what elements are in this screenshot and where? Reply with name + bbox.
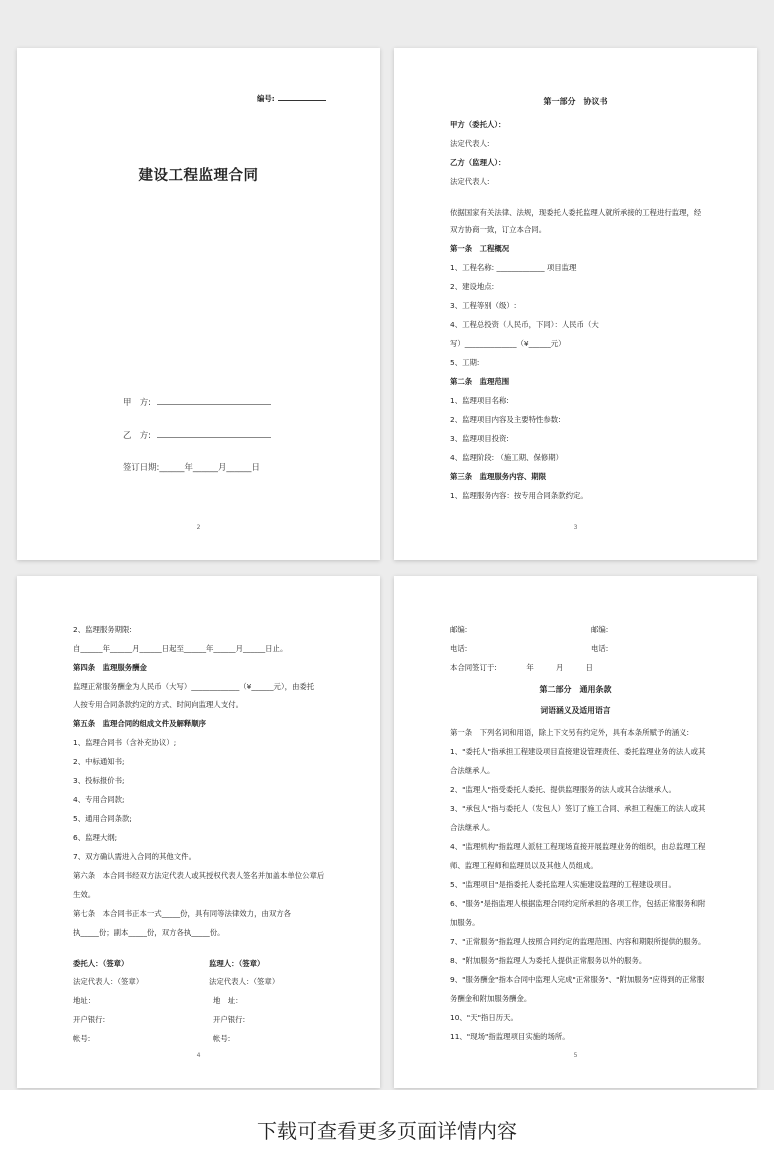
text-line: 7、双方确认需进入合同的其他文件。 <box>73 852 196 861</box>
page-agreement <box>394 48 757 560</box>
supervisor-legal-rep: 法定代表人：（签章） <box>209 977 280 986</box>
article-heading: 第三条 监理服务内容、期限 <box>450 472 547 481</box>
text-line: 依据国家有关法律、法规，现委托人委托监理人就所承接的工程进行监理，经 <box>450 208 702 217</box>
party-a-heading: 甲方（委托人）： <box>450 120 506 129</box>
page-number: 4 <box>196 1052 201 1059</box>
article-heading: 第一条 工程概况 <box>450 244 510 253</box>
text-line: 执_____份；副本_____份，双方各执_____份。 <box>73 928 225 937</box>
party-a-field <box>123 396 271 408</box>
text-line: 监理正常服务酬金为人民币（大写）_____________（¥______元），由委托 <box>73 682 315 691</box>
contract-title: 建设工程监理合同 <box>138 168 259 184</box>
client-bank: 开户银行: <box>73 1015 106 1024</box>
text-line: 第六条 本合同书经双方法定代表人或其授权代表人签名并加盖本单位公章后 <box>73 871 325 880</box>
page-terms-continued <box>17 576 380 1088</box>
text-line: 合法继承人。 <box>450 766 495 775</box>
client-account: 帐号: <box>73 1034 91 1043</box>
text-line: 8、"附加服务"指监理人为委托人提供正常服务以外的服务。 <box>450 956 647 965</box>
text-line: 4、专用合同款; <box>73 795 125 804</box>
party-a-label: 甲 方: <box>123 397 151 407</box>
article-heading: 第四条 监理服务酬金 <box>73 663 147 672</box>
text-line: 加服务。 <box>450 918 480 927</box>
text-line: 6、"服务"是指监理人根据监理合同约定所承担的各项工作，包括正常服务和附 <box>450 899 706 908</box>
client-signature-heading: 委托人：（签章） <box>73 959 129 968</box>
party-b-label: 乙 方: <box>123 430 151 440</box>
definitions-heading: 词语涵义及适用语言 <box>540 706 611 715</box>
text-line: 3、"承包人"指与委托人（发包人）签订了施工合同、承担工程施工的法人或其 <box>450 804 706 813</box>
party-b-heading: 乙方（监理人）： <box>450 158 506 167</box>
text-line: 写）______________（¥______元） <box>450 339 566 348</box>
text-line: 自______年______月______日起至______年______月______日止。 <box>73 644 288 653</box>
text-line: 2、监理服务期限: <box>73 625 132 634</box>
text-line: 4、监理阶段: （施工期、保修期） <box>450 453 564 462</box>
page-number: 3 <box>573 524 578 531</box>
text-line: 1、监理项目名称: <box>450 396 509 405</box>
text-line: 2、监理项目内容及主要特性参数: <box>450 415 561 424</box>
text-line: 9、"服务酬金"指本合同中监理人完成"正常服务"、"附加服务"应得到的正常服 <box>450 975 705 984</box>
page-number: 2 <box>196 524 201 531</box>
client-address: 地址： <box>73 996 96 1005</box>
text-line: 务酬金和附加服务酬金。 <box>450 994 532 1003</box>
client-postcode: 邮编: <box>450 625 468 634</box>
text-line: 2、中标通知书; <box>73 757 125 766</box>
text-line: 2、建设地点: <box>450 282 495 291</box>
download-more-banner[interactable]: 下载可查看更多页面详情内容 <box>0 1090 774 1168</box>
supervisor-signature-heading: 监理人：（签章） <box>209 959 265 968</box>
part-one-heading: 第一部分 协议书 <box>543 97 608 106</box>
text-line: 10、"天"指日历天。 <box>450 1013 518 1022</box>
text-line: 11、"现场"指监理项目实施的场所。 <box>450 1032 570 1041</box>
text-line: 合法继承人。 <box>450 823 495 832</box>
text-line: 法定代表人: <box>450 177 490 186</box>
text-line: 人按专用合同条款约定的方式、时间向监理人支付。 <box>73 700 243 709</box>
text-line: 6、监理大纲; <box>73 833 118 842</box>
text-line: 3、工程等别（级）: <box>450 301 517 310</box>
text-line: 生效。 <box>73 890 96 899</box>
contract-signed-date: 本合同签订于: 年 月 日 <box>450 663 593 672</box>
text-line: 1、工程名称: _____________ 项目监理 <box>450 263 577 272</box>
article-heading: 第二条 监理范围 <box>450 377 510 386</box>
page-general-terms <box>394 576 757 1088</box>
supervisor-phone: 电话: <box>591 644 609 653</box>
text-line: 3、投标报价书; <box>73 776 125 785</box>
supervisor-address: 地 址： <box>213 996 243 1005</box>
text-line: 5、"监理项目"是指委托人委托监理人实施建设监理的工程建设项目。 <box>450 880 676 889</box>
text-line: 7、"正常服务"指监理人按照合同约定的监理范围、内容和期限所提供的服务。 <box>450 937 706 946</box>
text-line: 3、监理项目投资: <box>450 434 509 443</box>
contract-number-label: 编号: <box>257 94 275 103</box>
text-line: 第七条 本合同书正本一式_____份，具有同等法律效力，由双方各 <box>73 909 292 918</box>
party-b-field <box>123 429 271 441</box>
supervisor-bank: 开户银行: <box>213 1015 246 1024</box>
text-line: 4、工程总投资（人民币，下同）：人民币（大 <box>450 320 599 329</box>
text-line: 1、监理服务内容：按专用合同条款约定。 <box>450 491 588 500</box>
text-line: 师、监理工程师和监理员以及其他人员组成。 <box>450 861 598 870</box>
text-line: 法定代表人: <box>450 139 490 148</box>
client-legal-rep: 法定代表人：（签章） <box>73 977 144 986</box>
text-line: 5、工期: <box>450 358 480 367</box>
part-two-heading: 第二部分 通用条款 <box>539 685 612 694</box>
text-line: 1、"委托人"指承担工程建设项目直接建设管理责任、委托监理业务的法人或其 <box>450 747 706 756</box>
supervisor-account: 帐号: <box>213 1034 231 1043</box>
text-line: 双方协商一致，订立本合同。 <box>450 225 547 234</box>
text-line: 5、通用合同条款; <box>73 814 132 823</box>
party-b-blank <box>157 430 271 438</box>
supervisor-postcode: 邮编: <box>591 625 609 634</box>
text-line: 第一条 下列名词和用语，除上下文另有约定外，具有本条所赋予的涵义: <box>450 728 689 737</box>
client-phone: 电话: <box>450 644 468 653</box>
article-heading: 第五条 监理合同的组成文件及解释顺序 <box>73 719 207 728</box>
text-line: 2、"监理人"指受委托人委托、提供监理服务的法人或其合法继承人。 <box>450 785 676 794</box>
text-line: 4、"监理机构"指监理人派驻工程现场直接开展监理业务的组织，由总监理工程 <box>450 842 706 851</box>
party-a-blank <box>157 397 271 405</box>
contract-number-field <box>257 93 326 104</box>
page-cover <box>17 48 380 560</box>
text-line: 1、监理合同书（含补充协议）; <box>73 738 177 747</box>
page-number: 5 <box>573 1052 578 1059</box>
sign-date-field: 签订日期:______年______月______日 <box>123 462 260 472</box>
contract-number-blank <box>278 93 326 101</box>
